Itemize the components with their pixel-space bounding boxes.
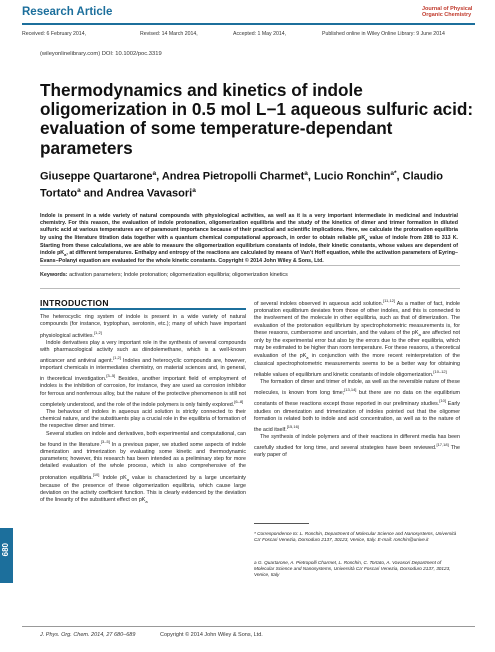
abstract: Indole is present in a wide variety of natural compounds with physiological activities, as well as it is a very important intermediate in medicinal and industrial chemistry. For this reason, the evaluation of indole protonation, oligomerization equilibria and the study of the kinetics of dimer and trimer formation in diluted sulfuric acid at various temperatures are of paramount importance because of their practical and scientific implications. Here, we calculate the protonation equilibria by using the literature titration data together with a quantum chemical computational approach, in order to obtain reliable $pK_a$ value of indole from 288 to 313 K. Starting from these calculations, we are able to measure the oligomerization equilibrium constants of indole, their kinetic constants, whose values are dependent of indole $pK_a$, at different temperatures. Enthalpy and entropy of the reactions are calculated by means of Van’t Hoff equation, while the activation parameters of Eyring–Evans–Polanyi equation are evaluated for the whole kinetic constants. Copyright © 2014 John Wiley & Sons, Ltd. [40, 213, 458, 265]
revised-date: Revised: 14 March 2014, [140, 31, 198, 37]
left-column [40, 314, 246, 506]
paragraph: The synthesis of indole polymers and of their reactions in different media has been carefully studied for long time, and several strategies have been reviewed.[17,18] The early paper of [254, 434, 460, 459]
section-rule [40, 308, 246, 310]
journal-logo-line1: Journal of Physical [422, 6, 473, 12]
keywords-rule-bottom [40, 288, 460, 289]
affiliation-mark: a* [390, 170, 397, 177]
author-name: and Andrea Vavasori [80, 187, 193, 200]
corresponding-star: * [393, 170, 397, 177]
keywords-list: activation parameters; Indole protonation; oligomerization equilibria; oligomerization kinetics [69, 272, 288, 278]
affiliation-mark: a [304, 170, 308, 177]
author-list [40, 167, 460, 201]
citation-ref[interactable]: [6–8] [234, 398, 244, 404]
section-heading: INTRODUCTION [40, 298, 109, 308]
paragraph: The heterocyclic ring system of indole is present in a wide variety of natural compounds (for instance, tryptophan, serotonin, etc.); many of which have important physiological activities.[1,2] [40, 314, 246, 339]
citation-ref[interactable]: [10] [439, 398, 446, 404]
citation-ref[interactable]: [3–5] [100, 438, 110, 444]
article-type-label: Research Article [22, 6, 113, 18]
keywords-rule-top [40, 265, 460, 266]
footer-citation: J. Phys. Org. Chem. 2014, 27 680–689 [40, 632, 136, 638]
citation-ref[interactable]: [15,16] [286, 424, 299, 429]
author-name: , Claudio Tortato [40, 170, 443, 200]
correspondence-footnote: * Correspondence to: L. Ronchin, Department of Molecular Science and Nanosystems, Università Ca’ Foscari Venezia, Dorsoduro 2137, 30123, Venice, Italy. E-mail: ronchin@unive.it [254, 531, 457, 542]
right-column [254, 297, 460, 460]
author-name: , Lucio Ronchin [307, 170, 391, 183]
paragraph: of several indoles observed in aqueous acid solution.[11,12] As a matter of fact, indole protonation equilibrium deviates from those of other indoles, and this is connected to the involvement of the molecule in other equilibria, such as that of dimerization. The evaluation of the protonation equilibrium by spectrophotometric measurements is, for these reasons, cumbersome and uncertain, and the values of the $pK_a$ are affected not only by the experimental error but also by the errors due to the other equilibria, which may be estimated to be higher than room temperature. For these reasons, a theoretical evaluation of the $pK_a$ in conjunction with the more recent reinterpretation of the classical spectrophotometric measurements seems to be a better way for obtaining reliable values of equilibrium and kinetic constants of indole oligomerization.[10–12] [254, 298, 460, 378]
citation-ref[interactable]: [17,18] [436, 442, 449, 448]
paragraph: The behaviour of indoles in aqueous acid solution is strictly connected to their chemical nature, and the substituents play a crucial role in the equilibria of formation of the respective dimer and trimer. [40, 408, 246, 430]
citation-ref[interactable]: [10] [92, 471, 100, 477]
paragraph: Indole derivatives play a very important role in the synthesis of several compounds with pharmacological activity such as diindolemethane, which is a well-known anticancer and antiviral agent.[1,2] Indoles and heterocyclic compounds are, however, important chemicals in intermediates chemistry, on material sciences and, in general, in theoretical investigation.[3–5] Besides, another important field of employment of indoles is the inhibition of corrosion, for instance, they are used as corrosion inhibitor for ferrous and nonferrous alloy, but the nature of the protective phenomenon is still not completely understood, and the role of the indole polymers is only faintly explored.[6–8] [40, 339, 247, 408]
affiliation-footnote: a G. Quartarone, A. Pietropolli Charmet, L. Ronchin, C. Tortato, A. Vavasori Department of Molecular Science and Nanosystems, Università Ca’ Foscari Venezia, Dorsoduro 2137, 30123, Venice, Italy [254, 560, 451, 577]
citation-ref[interactable]: [13,14] [344, 387, 357, 393]
footer-copyright: Copyright © 2014 John Wiley & Sons, Ltd. [160, 632, 263, 638]
affiliation-mark: a [152, 170, 157, 177]
citation-ref[interactable]: [3–5] [106, 373, 116, 379]
doi-line[interactable]: (wileyonlinelibrary.com) DOI: 10.1002/poc.3319 [40, 51, 162, 57]
received-date: Received: 6 February 2014, [22, 31, 87, 37]
subscript-a: a [365, 236, 368, 242]
citation-ref[interactable]: [1,2] [94, 329, 102, 335]
footer-rule [22, 626, 475, 627]
page-number: 680 [1, 543, 10, 557]
author-name: Giuseppe Quartarone [40, 170, 153, 183]
paragraph: Several studies on indole and derivatives, both experimental and computational, can be found in the literature.[3–5] In a previous paper, we studied some aspects of indole dimerization and trimerization by evaluating some kinetic and thermodynamic parameters; however, this research has been intended as a preliminary step for more detailed evaluation of the whole process, which is also comprehensive of the protonation equilibria.[10] Indole $pK_a$ value is characterized by a large uncertainty because of the presence of these oligomerization equilibria, which cause large deviation on the activity coefficient function. This is clearly evidenced by the deviation of the linearity of the substituent effect on $pK_a$ [40, 430, 246, 505]
footnote-rule [254, 523, 309, 524]
accepted-date: Accepted: 1 May 2014, [233, 31, 287, 37]
journal-logo-line2: Organic Chemistry [422, 12, 472, 18]
author-name: , Andrea Pietropolli Charmet [156, 170, 305, 183]
citation-ref[interactable]: [10–12] [433, 369, 447, 375]
paragraph: The formation of dimer and trimer of indole, as well as the reversible nature of these molecules, is known from long time;[13,14] but there are no data on the equilibrium constants of these reactions except those reported in our preliminary studies.[10] Early studies on dimerization and trimerization of indoles pointed out that the oligomer formation is related both to indole and acid concentration, as well as to the nature of the acid itself.[15,16] [254, 379, 460, 433]
keywords-label: Keywords: [40, 272, 68, 278]
citation-ref[interactable]: [11,12] [383, 298, 396, 303]
affiliation-mark: a [192, 187, 196, 195]
header-rule [22, 23, 475, 25]
keywords [40, 272, 460, 278]
article-title: Thermodynamics and kinetics of indole oligomerization in 0.5 mol L−1 aqueous sulfuric acid: evaluation of some temperature-dependant parameters [40, 80, 474, 158]
affiliation-mark: a [77, 187, 81, 195]
citation-ref[interactable]: [1,2] [113, 355, 121, 361]
published-date: Published online in Wiley Online Library: 9 June 2014 [322, 31, 445, 37]
journal-logo [422, 6, 472, 18]
